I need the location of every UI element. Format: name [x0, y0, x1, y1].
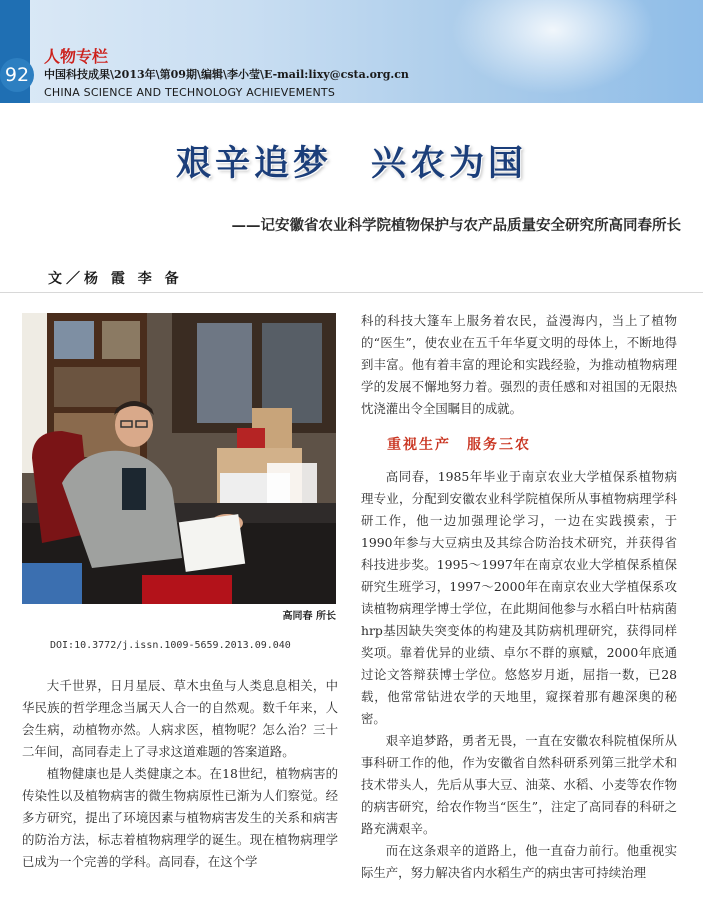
journal-english-name: CHINA SCIENCE AND TECHNOLOGY ACHIEVEMENTS — [44, 86, 335, 99]
byline: 文／杨 霞 李 备 — [48, 271, 183, 287]
divider — [0, 292, 703, 293]
paragraph: 艰辛追梦路，勇者无畏，一直在安徽农科院植保所从事科研工作的他，作为安徽省自然科研系列第三批学术和技术带头人，先后从事大豆、油菜、水稻、小麦等农作物的病害研究，给农作物当“医生”，注定了高同春的科研之路充满艰辛。 — [361, 733, 677, 836]
doi-line: DOI:10.3772/j.issn.1009-5659.2013.09.040 — [50, 640, 291, 651]
paragraph: 大千世界，日月星辰、草木虫鱼与人类息息相关，中华民族的哲学理念当属天人合一的自然观。数千年来，人会生病，动植物亦然。人病求医，植物呢？怎么治？三十二年间，高同春走上了寻求这道难题的答案道路。 — [22, 678, 338, 759]
paragraph: 高同春，1985年毕业于南京农业大学植保系植物病理专业，分配到安徽农业科学院植保所从事植物病理学科研工作，他一边加强理论学习，一边在实践摸索，于1990年参与大豆病虫及其综合防治技术研究，并获得省科技进步奖。1995～1997年在南京农业大学植保系植保研究生班学习，1997～2000年在南京农业大学植保系攻读植物病理学博士学位，在此期间他参与水稻白叶枯病菌hrp基因缺失突变体的构建及其防病机理研究，获得同样奖项。靠着优异的业绩、卓尔不群的禀赋，2000年底通过论文答辩获博士学位。悠悠岁月逝，屈指一数，已28载，他常常钻进农学的天地里，窥探着那有趣深奥的秘密。 — [361, 469, 677, 726]
paragraph-continuation: 科的科技大篷车上服务着农民，益漫海内，当上了植物的“医生”，使农业在五千年华夏文明的母体上，不断地得到丰富。他有着丰富的理论和实践经验，为推动植物病理学的发展不懈地努力着。强烈的责任感和对祖国的无限热忱浇灌出令全国瞩目的成就。 — [361, 313, 677, 416]
page-header — [0, 0, 703, 103]
left-column — [22, 675, 338, 873]
page-number: 92 — [0, 58, 34, 92]
right-column — [361, 310, 677, 884]
section-heading: 重视生产 服务三农 — [387, 437, 531, 453]
paragraph: 而在这条艰辛的道路上，他一直奋力前行。他重视实际生产，努力解决省内水稻生产的病虫害可持续治理 — [361, 843, 677, 880]
article-title: 艰辛追梦 兴农为国 — [175, 143, 527, 184]
photo-caption: 高同春 所长 — [282, 611, 336, 622]
issue-editor-line: 中国科技成果\2013年\第09期\编辑\李小莹\E-mail:lixy@csta.org.cn — [44, 68, 409, 81]
paragraph: 植物健康也是人类健康之本。在18世纪，植物病害的传染性以及植物病害的微生物病原性已渐为人们察觉。经多方研究，提出了环境因素与植物病害发生的关系和病害的防治方法，标志着植物病理学的诞生。现在植物病理学已成为一个完善的学科。高同春，在这个学 — [22, 766, 338, 869]
article-subtitle: ——记安徽省农业科学院植物保护与农产品质量安全研究所高同春所长 — [231, 217, 681, 234]
portrait-photo — [22, 313, 336, 604]
column-name: 人物专栏 — [44, 47, 109, 66]
office-scene-illustration — [22, 313, 336, 604]
